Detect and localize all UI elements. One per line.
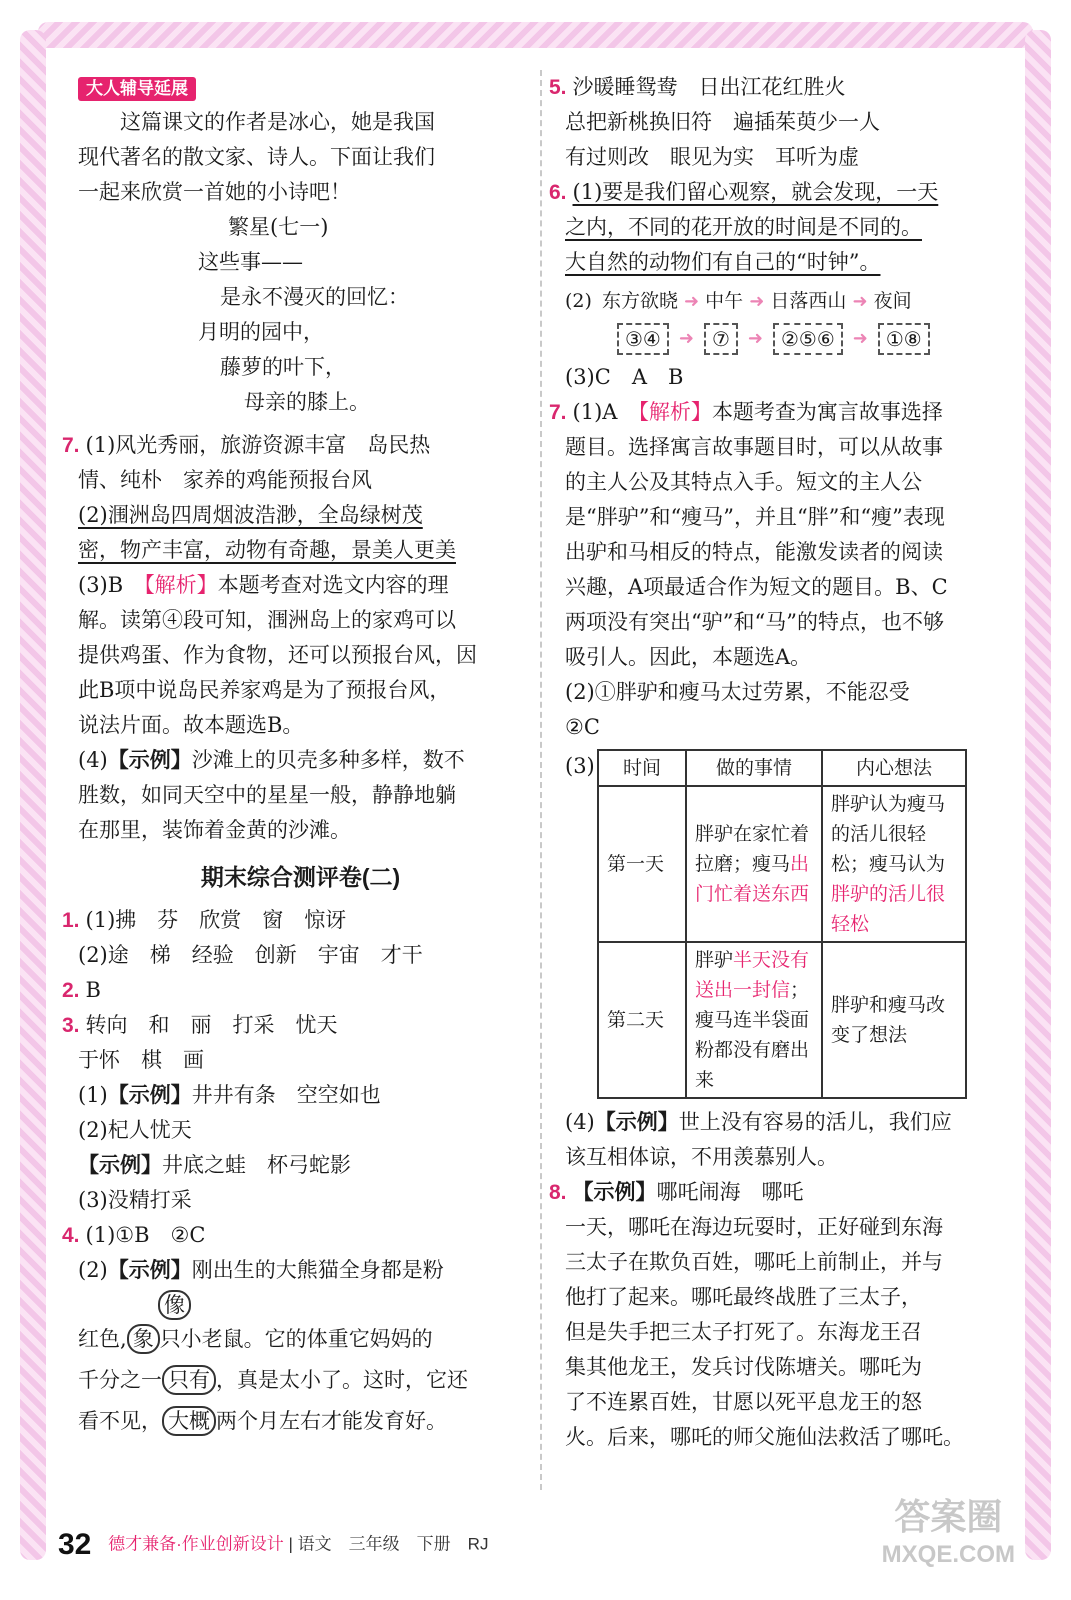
decorative-border-right xyxy=(1025,30,1051,1560)
poem xyxy=(78,210,523,420)
section-title: 期末综合测评卷(二) xyxy=(200,864,401,890)
table-cell: 第一天 xyxy=(598,786,686,942)
seq-box: ⑦ xyxy=(704,323,738,355)
answer-2: 2. B xyxy=(62,978,101,1002)
sequence-boxes xyxy=(617,321,1023,356)
arrow-icon: ➜ xyxy=(749,291,765,312)
poem-line: 藤萝的叶下， xyxy=(220,355,346,379)
table-row xyxy=(598,942,966,1098)
arrow-icon: ➜ xyxy=(684,291,700,312)
footer-separator: | xyxy=(288,1534,293,1554)
table-cell: 胖驴在家忙着拉磨；瘦马出门忙着送东西 xyxy=(686,786,822,942)
poem-line: 母亲的膝上。 xyxy=(244,390,370,414)
answer-3: 3. 转向 和 丽 打采 忧天 于怀 棋 画 (1)【示例】井井有条 空空如也 (2)杞人忧天 【示例】井底之蛙 杯弓蛇影 (3)没精打采 xyxy=(62,1013,381,1212)
decorative-border-left xyxy=(20,30,46,1560)
poem-title: 繁星(七一) xyxy=(228,215,329,239)
table-cell: 第二天 xyxy=(598,942,686,1098)
correction-circle: 只有 xyxy=(162,1365,216,1395)
poem-line: 月明的园中， xyxy=(198,320,324,344)
table-cell: 胖驴和瘦马改变了想法 xyxy=(822,942,966,1098)
arrow-icon: ➜ xyxy=(852,328,868,349)
page-number: 32 xyxy=(58,1528,92,1561)
answer-4: 4. (1)①B ②C (2)【示例】刚出生的大熊猫全身都是粉 像 红色, 象 只小老鼠。它的体重它妈妈的 千分之一 只有 ，真是太小了。这时，它还 看不见， 大概 两个月左右才能发育好。 xyxy=(78,1218,523,1439)
table-row xyxy=(598,786,966,942)
footer-info: 语文 三年级 下册 RJ xyxy=(297,1534,489,1554)
seq-label: 日落西山 xyxy=(770,290,847,312)
table-cell: 胖驴认为瘦马的活儿很轻松；瘦马认为胖驴的活儿很轻松 xyxy=(822,786,966,942)
table-header-row xyxy=(598,750,966,786)
answer-8: 8. 【示例】哪吒闹海 哪吒 一天，哪吒在海边玩耍时，正好碰到东海 三太子在欺负百姓，哪吒上前制止，并与 他打了起来。哪吒最终战胜了三太子， 但是失手把三太子打死了。东海龙王召 集其他龙王，发兵讨伐陈塘关。哪吒为 了不连累百姓，甘愿以死平息龙王的怒 火。后来，哪吒的师父施仙法救活了哪吒。 xyxy=(549,1180,964,1449)
intro-line: 现代著名的散文家、诗人。下面让我们 xyxy=(78,145,435,169)
table-cell: 胖驴半天没有送出一封信；瘦马连半袋面粉都没有磨出来 xyxy=(686,942,822,1098)
story-table xyxy=(597,749,967,1099)
poem-line: 这些事—— xyxy=(198,250,303,274)
left-column xyxy=(62,70,523,1439)
arrow-icon: ➜ xyxy=(852,291,868,312)
intro-line: 这篇课文的作者是冰心，她是我国 xyxy=(120,110,435,134)
poem-line: 是永不漫灭的回忆： xyxy=(220,285,409,309)
table-header: 时间 xyxy=(598,750,686,786)
table-block: (3) 时间 做的事情 内心想法 第一天 胖驴在家忙着拉磨；瘦马出门忙着送东西 胖驴认为瘦马的活儿很轻松；瘦马认为胖驴的活儿很轻松 第二天 胖驴半天没有送出一封信；瘦马连半袋面粉都没有磨出来 胖驴和瘦马改变了想法 xyxy=(565,749,1023,1099)
table-header: 内心想法 xyxy=(822,750,966,786)
correction-insert: 像 xyxy=(158,1290,191,1320)
seq-label: 中午 xyxy=(705,290,744,312)
answer-1: 1. (1)拂 芬 欣赏 窗 惊讶 (2)途 梯 经验 创新 宇宙 才干 xyxy=(62,908,423,967)
intro-line: 一起来欣赏一首她的小诗吧！ xyxy=(78,180,351,204)
answer-7-left: 7. (1)风光秀丽，旅游资源丰富 岛民热 情、纯朴 家养的鸡能预报台风 (2)涠洲岛四周烟波浩渺，全岛绿树茂 密，物产丰富，动物有奇趣，景美人更美 (3)B 【解析】本题考查对选文内容的理 解。读第④段可知，涠洲岛上的家鸡可以 提供鸡蛋、作为食物，还可以预报台风，因 此B项中说岛民养家鸡是为了预报台风， 说法片面。故本题选B。 (4)【示例】沙滩上的贝壳多种多样，数不 胜数，如同天空中的星星一般，静静地躺 在那里，装饰着金黄的沙滩。 xyxy=(62,433,477,842)
arrow-icon: ➜ xyxy=(678,328,694,349)
seq-label: 东方欲晓 xyxy=(601,290,678,312)
right-column xyxy=(549,70,1023,1455)
extension-tag: 大人辅导延展 xyxy=(78,77,196,101)
column-divider xyxy=(540,70,542,1490)
seq-box: ③④ xyxy=(617,323,669,355)
page-footer xyxy=(58,1528,488,1562)
answer-7-right: 7. (1)A 【解析】本题考查为寓言故事选择 题目。选择寓言故事题目时，可以从故事 的主人公及其特点入手。短文的主人公 是“胖驴”和“瘦马”，并且“胖”和“瘦”表现 出驴和马相反的特点，能激发读者的阅读 兴趣，A项最适合作为短文的题目。B、C 两项没有突出“驴”和“马”的特点，也不够 吸引人。因此，本题选A。 (2)①胖驴和瘦马太过劳累，不能忍受 ②C (3) 时间 做的事情 内心想法 第一天 胖驴在家忙着拉磨；瘦马出门忙着送东西 胖驴认为瘦马的活儿很轻松；瘦马认为胖驴的活儿很轻松 第二天 胖驴半天没有送出一封信；瘦马连半袋面粉都没有磨出来 胖驴和瘦马改变了想法 (4)【示例】世上没有容易的活儿，我们应 该互相体谅，不用羡慕别人。 xyxy=(565,395,1023,1175)
correction-circle: 象 xyxy=(127,1324,160,1354)
seq-box: ②⑤⑥ xyxy=(773,323,843,355)
footer-brand: 德才兼备·作业创新设计 xyxy=(108,1534,284,1554)
decorative-border-top xyxy=(38,22,1033,48)
table-header: 做的事情 xyxy=(686,750,822,786)
answer-6: 6. (1)要是我们留心观察，就会发现，一天 之内，不同的花开放的时间是不同的。 大自然的动物们有自己的“时钟”。 (2) 东方欲晓 ➜ 中午 ➜ 日落西山 ➜ 夜间 ③④ ➜ ⑦ ➜ ②⑤⑥ ➜ ①⑧ (3)C A B xyxy=(565,175,1023,395)
seq-label: 夜间 xyxy=(873,290,912,312)
arrow-icon: ➜ xyxy=(747,328,763,349)
watermark: 答案圈 MXQE.COM xyxy=(881,1496,1015,1568)
seq-box: ①⑧ xyxy=(878,323,930,355)
correction-circle: 大概 xyxy=(162,1406,216,1436)
answer-5: 5. 沙暖睡鸳鸯 日出江花红胜火 总把新桃换旧符 遍插茱萸少一人 有过则改 眼见为实 耳听为虚 xyxy=(549,75,880,169)
